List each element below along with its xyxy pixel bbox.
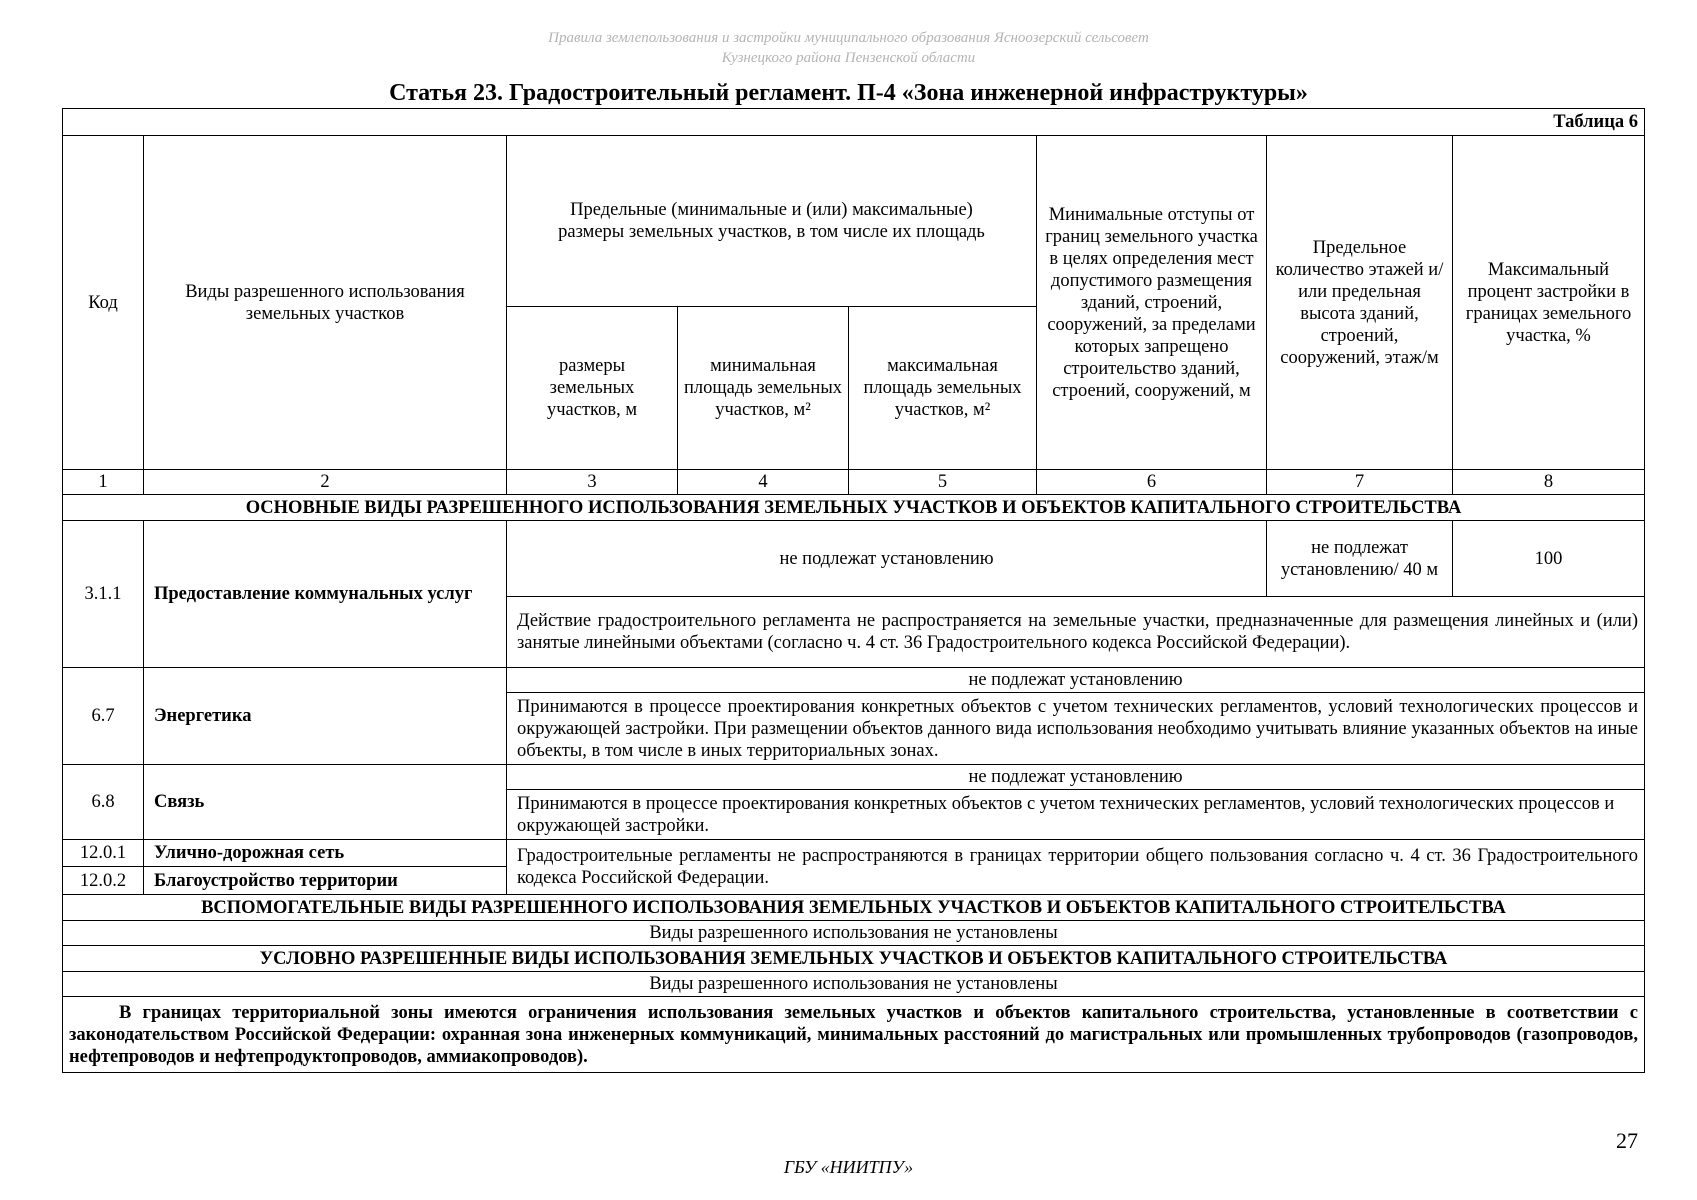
table-caption: Таблица 6 (63, 109, 1645, 136)
row-use-name: Связь (144, 765, 507, 840)
row-note: Градостроительные регламенты не распространяются в границах территории общего пользования согласно ч. 4 ст. 36 Градостроительного кодекса Российской Федерации. (507, 840, 1645, 895)
row-code: 12.0.2 (63, 867, 144, 895)
row-use-name: Предоставление коммунальных услуг (144, 521, 507, 668)
row-use-name: Улично-дорожная сеть (144, 840, 507, 867)
conditional-none-text: Виды разрешенного использования не установлены (63, 972, 1645, 997)
column-number: 7 (1267, 470, 1453, 495)
column-number: 8 (1453, 470, 1645, 495)
column-number: 2 (144, 470, 507, 495)
restrictions-footnote: В границах территориальной зоны имеются ограничения использования земельных участков и объектов капитального строительства, установленные в соответствии с законодательством Российской Федерации: охранная зона инженерных коммуникаций, минимальных расстояний до магистральных или промышленных трубопроводов (газопроводов, нефтепроводов и нефтепродуктопроводов, аммиакопроводов). (63, 997, 1645, 1073)
column-number: 3 (507, 470, 678, 495)
column-number: 4 (678, 470, 849, 495)
column-header-max-area: максимальная площадь земельных участков, м² (849, 307, 1037, 470)
column-header-coverage: Максимальный процент застройки в границах земельного участка, % (1453, 136, 1645, 470)
column-number: 6 (1037, 470, 1267, 495)
column-header-plot-sizes: размеры земельных участков, м (507, 307, 678, 470)
article-title: Статья 23. Градостроительный регламент. П-4 «Зона инженерной инфраструктуры» (389, 80, 1308, 106)
row-code: 12.0.1 (63, 840, 144, 867)
row-note: Принимаются в процессе проектирования конкретных объектов с учетом технических регламентов, условий технологических процессов и окружающей застройки. (507, 790, 1645, 840)
row-use-name: Благоустройство территории (144, 867, 507, 895)
column-header-min-area: минимальная площадь земельных участков, м² (678, 307, 849, 470)
table-row (63, 521, 1645, 597)
row-code: 3.1.1 (63, 521, 144, 668)
column-header-plot-limits: Предельные (минимальные и (или) максимальные) размеры земельных участков, в том числе их площадь (507, 136, 1037, 307)
row-floors-value: не подлежат установлению/ 40 м (1267, 521, 1453, 597)
section-main-heading: ОСНОВНЫЕ ВИДЫ РАЗРЕШЕННОГО ИСПОЛЬЗОВАНИЯ ЗЕМЕЛЬНЫХ УЧАСТКОВ И ОБЪЕКТОВ КАПИТАЛЬНОГО СТРОИТЕЛЬСТВА (63, 495, 1645, 521)
column-header-setbacks: Минимальные отступы от границ земельного участка в целях определения мест допустимого размещения зданий, строений, сооружений, за пределами которых запрещено строительство зданий, строений, сооружений, м (1037, 136, 1267, 470)
running-footer: ГБУ «НИИТПУ» (783, 1157, 914, 1177)
column-header-use-types: Виды разрешенного использования земельных участков (144, 136, 507, 470)
row-coverage-value: 100 (1453, 521, 1645, 597)
row-code: 6.8 (63, 765, 144, 840)
section-aux-heading: ВСПОМОГАТЕЛЬНЫЕ ВИДЫ РАЗРЕШЕННОГО ИСПОЛЬЗОВАНИЯ ЗЕМЕЛЬНЫХ УЧАСТКОВ И ОБЪЕКТОВ КАПИТАЛЬНОГО СТРОИТЕЛЬСТВА (63, 895, 1645, 921)
row-limits-value: не подлежат установлению (507, 521, 1267, 597)
aux-none-text: Виды разрешенного использования не установлены (63, 921, 1645, 946)
column-header-code: Код (63, 136, 144, 470)
section-conditional-heading: УСЛОВНО РАЗРЕШЕННЫЕ ВИДЫ ИСПОЛЬЗОВАНИЯ ЗЕМЕЛЬНЫХ УЧАСТКОВ И ОБЪЕКТОВ КАПИТАЛЬНОГО СТРОИТЕЛЬСТВА (63, 946, 1645, 972)
table-row (63, 765, 1645, 790)
table-row (63, 668, 1645, 693)
row-use-name: Энергетика (144, 668, 507, 765)
page-number: 27 (1616, 1128, 1638, 1153)
row-limits-value: не подлежат установлению (507, 765, 1645, 790)
row-note: Принимаются в процессе проектирования конкретных объектов с учетом технических регламентов, условий технологических процессов и окружающей застройки. При размещении объектов данного вида использования необходимо учитывать влияние указанных объектов на иные объекты, в том числе в иных территориальных зонах. (507, 693, 1645, 765)
column-number-row (63, 470, 1645, 495)
running-header-line-2: Кузнецкого района Пензенской области (721, 50, 976, 66)
column-number: 5 (849, 470, 1037, 495)
row-limits-value: не подлежат установлению (507, 668, 1645, 693)
column-number: 1 (63, 470, 144, 495)
table-row (63, 840, 1645, 867)
row-note: Действие градостроительного регламента не распространяется на земельные участки, предназначенные для размещения линейных и (или) занятые линейными объектами (согласно ч. 4 ст. 36 Градостроительного кодекса Российской Федерации). (507, 597, 1645, 668)
regulation-table (62, 108, 1645, 1073)
running-header (0, 28, 1697, 68)
column-header-floors: Предельное количество этажей и/или предельная высота зданий, строений, сооружений, этаж/м (1267, 136, 1453, 470)
running-header-line-1: Правила землепользования и застройки муниципального образования Ясноозерский сельсовет (548, 30, 1149, 46)
row-code: 6.7 (63, 668, 144, 765)
